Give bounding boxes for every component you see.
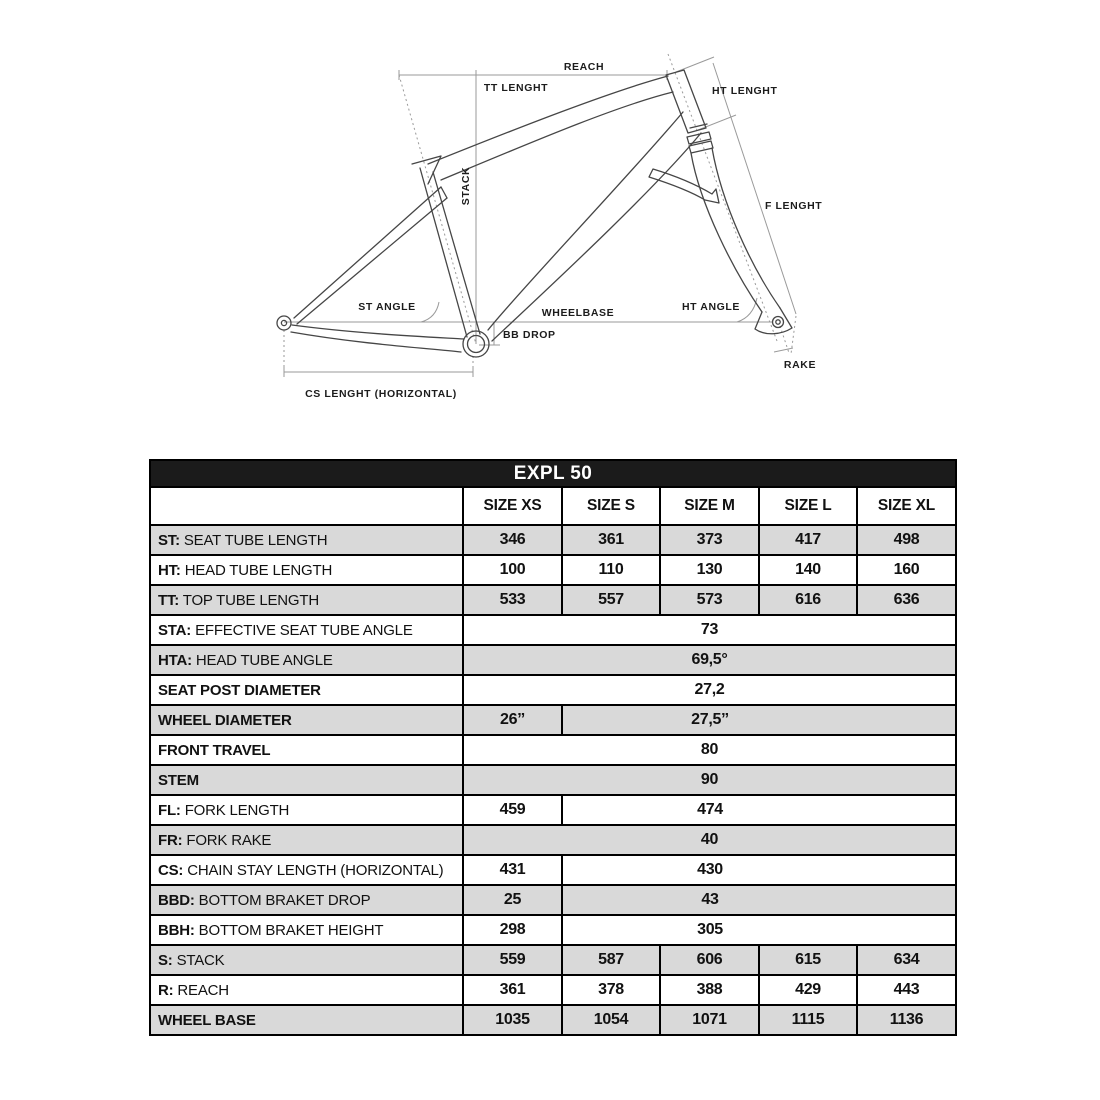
diagram-label-st-angle: ST ANGLE bbox=[358, 301, 416, 313]
value-cell: 130 bbox=[660, 555, 759, 585]
diagram-label-reach: REACH bbox=[563, 61, 605, 73]
value-cell: 498 bbox=[857, 525, 956, 555]
row-label-text: BOTTOM BRAKET HEIGHT bbox=[198, 921, 384, 939]
value-cell: 615 bbox=[759, 945, 857, 975]
value-cell: 533 bbox=[463, 585, 562, 615]
axis-lines bbox=[284, 54, 796, 376]
size-header-row bbox=[150, 487, 956, 525]
value-cell: 1071 bbox=[660, 1005, 759, 1035]
row-label-prefix: R: bbox=[158, 981, 174, 999]
column-header-size-s: SIZE S bbox=[562, 487, 660, 525]
row-label-prefix: S: bbox=[158, 951, 173, 969]
table-row bbox=[150, 705, 956, 735]
table-title-row bbox=[150, 460, 956, 487]
table-row bbox=[150, 735, 956, 765]
row-label-text: HEAD TUBE ANGLE bbox=[195, 651, 333, 669]
value-cell: 459 bbox=[463, 795, 562, 825]
value-cell: 373 bbox=[660, 525, 759, 555]
diagram-label-tt-length: TT LENGHT bbox=[483, 82, 549, 94]
table-row bbox=[150, 795, 956, 825]
diagram-label-f-length: F LENGHT bbox=[765, 200, 823, 212]
diagram-label-rake: RAKE bbox=[783, 359, 817, 371]
row-label-text: SEAT TUBE LENGTH bbox=[183, 531, 328, 549]
value-cell: 305 bbox=[562, 915, 956, 945]
value-cell: 417 bbox=[759, 525, 857, 555]
table-title: EXPL 50 bbox=[150, 460, 956, 487]
row-label-text: SEAT POST DIAMETER bbox=[158, 681, 321, 699]
row-label bbox=[150, 855, 463, 885]
value-cell: 27,2 bbox=[463, 675, 956, 705]
row-label-text: HEAD TUBE LENGTH bbox=[184, 561, 333, 579]
table-row bbox=[150, 585, 956, 615]
row-label-prefix: FL: bbox=[158, 801, 181, 819]
row-label-prefix: CS: bbox=[158, 861, 184, 879]
value-cell: 559 bbox=[463, 945, 562, 975]
diagram-label-cs-length: CS LENGHT (HORIZONTAL) bbox=[305, 388, 457, 400]
value-cell: 1115 bbox=[759, 1005, 857, 1035]
table-row bbox=[150, 915, 956, 945]
column-header-size-m: SIZE M bbox=[660, 487, 759, 525]
value-cell: 587 bbox=[562, 945, 660, 975]
row-label bbox=[150, 675, 463, 705]
row-label-text: WHEEL DIAMETER bbox=[158, 711, 292, 729]
row-label bbox=[150, 645, 463, 675]
table-row bbox=[150, 675, 956, 705]
value-cell: 25 bbox=[463, 885, 562, 915]
row-label-text: WHEEL BASE bbox=[158, 1011, 256, 1029]
row-label bbox=[150, 705, 463, 735]
diagram-label-ht-angle: HT ANGLE bbox=[681, 301, 741, 313]
value-cell: 616 bbox=[759, 585, 857, 615]
diagram-label-wheelbase: WHEELBASE bbox=[541, 307, 615, 319]
corner-cell bbox=[150, 487, 463, 525]
value-cell: 1054 bbox=[562, 1005, 660, 1035]
value-cell: 110 bbox=[562, 555, 660, 585]
row-label bbox=[150, 525, 463, 555]
table-row bbox=[150, 885, 956, 915]
frame-outline bbox=[277, 70, 792, 357]
value-cell: 90 bbox=[463, 765, 956, 795]
value-cell: 557 bbox=[562, 585, 660, 615]
value-cell: 298 bbox=[463, 915, 562, 945]
table-row bbox=[150, 525, 956, 555]
row-label-text: FORK RAKE bbox=[186, 831, 272, 849]
row-label-text: EFFECTIVE SEAT TUBE ANGLE bbox=[195, 621, 413, 639]
table-row bbox=[150, 1005, 956, 1035]
diagram-label-stack: STACK bbox=[460, 166, 472, 206]
value-cell: 429 bbox=[759, 975, 857, 1005]
column-header-size-xl: SIZE XL bbox=[857, 487, 956, 525]
row-label bbox=[150, 615, 463, 645]
value-cell: 80 bbox=[463, 735, 956, 765]
value-cell: 1035 bbox=[463, 1005, 562, 1035]
row-label-text: STACK bbox=[176, 951, 225, 969]
table-row bbox=[150, 825, 956, 855]
row-label-prefix: HTA: bbox=[158, 651, 192, 669]
value-cell: 573 bbox=[660, 585, 759, 615]
value-cell: 361 bbox=[562, 525, 660, 555]
row-label-text: REACH bbox=[177, 981, 229, 999]
row-label-text: BOTTOM BRAKET DROP bbox=[198, 891, 371, 909]
row-label bbox=[150, 555, 463, 585]
row-label bbox=[150, 825, 463, 855]
value-cell: 443 bbox=[857, 975, 956, 1005]
column-header-size-xs: SIZE XS bbox=[463, 487, 562, 525]
row-label bbox=[150, 975, 463, 1005]
row-label-prefix: STA: bbox=[158, 621, 192, 639]
value-cell: 160 bbox=[857, 555, 956, 585]
table-row bbox=[150, 765, 956, 795]
value-cell: 378 bbox=[562, 975, 660, 1005]
value-cell: 361 bbox=[463, 975, 562, 1005]
row-label-text: FORK LENGTH bbox=[184, 801, 290, 819]
row-label-prefix: BBH: bbox=[158, 921, 195, 939]
row-label bbox=[150, 945, 463, 975]
value-cell: 140 bbox=[759, 555, 857, 585]
value-cell: 606 bbox=[660, 945, 759, 975]
row-label-prefix: FR: bbox=[158, 831, 183, 849]
bike-frame-diagram bbox=[0, 0, 1100, 450]
value-cell: 26’’ bbox=[463, 705, 562, 735]
row-label bbox=[150, 735, 463, 765]
value-cell: 431 bbox=[463, 855, 562, 885]
diagram-label-bb-drop: BB DROP bbox=[503, 329, 556, 341]
value-cell: 100 bbox=[463, 555, 562, 585]
value-cell: 430 bbox=[562, 855, 956, 885]
row-label-text: STEM bbox=[158, 771, 199, 789]
row-label bbox=[150, 915, 463, 945]
value-cell: 40 bbox=[463, 825, 956, 855]
table-row bbox=[150, 975, 956, 1005]
column-header-size-l: SIZE L bbox=[759, 487, 857, 525]
row-label-prefix: TT: bbox=[158, 591, 180, 609]
value-cell: 27,5’’ bbox=[562, 705, 956, 735]
row-label bbox=[150, 765, 463, 795]
row-label-text: CHAIN STAY LENGTH (HORIZONTAL) bbox=[187, 861, 444, 879]
row-label-prefix: ST: bbox=[158, 531, 180, 549]
value-cell: 636 bbox=[857, 585, 956, 615]
value-cell: 634 bbox=[857, 945, 956, 975]
table-row bbox=[150, 615, 956, 645]
table-row bbox=[150, 945, 956, 975]
table-row bbox=[150, 855, 956, 885]
row-label-prefix: HT: bbox=[158, 561, 181, 579]
value-cell: 346 bbox=[463, 525, 562, 555]
row-label-prefix: BBD: bbox=[158, 891, 195, 909]
row-label bbox=[150, 1005, 463, 1035]
row-label bbox=[150, 885, 463, 915]
diagram-label-ht-length: HT LENGHT bbox=[712, 85, 778, 97]
value-cell: 43 bbox=[562, 885, 956, 915]
value-cell: 1136 bbox=[857, 1005, 956, 1035]
value-cell: 69,5° bbox=[463, 645, 956, 675]
table-row bbox=[150, 645, 956, 675]
table-row bbox=[150, 555, 956, 585]
value-cell: 474 bbox=[562, 795, 956, 825]
row-label-text: FRONT TRAVEL bbox=[158, 741, 271, 759]
geometry-table bbox=[149, 459, 957, 1036]
value-cell: 388 bbox=[660, 975, 759, 1005]
value-cell: 73 bbox=[463, 615, 956, 645]
row-label bbox=[150, 585, 463, 615]
row-label bbox=[150, 795, 463, 825]
row-label-text: TOP TUBE LENGTH bbox=[182, 591, 319, 609]
